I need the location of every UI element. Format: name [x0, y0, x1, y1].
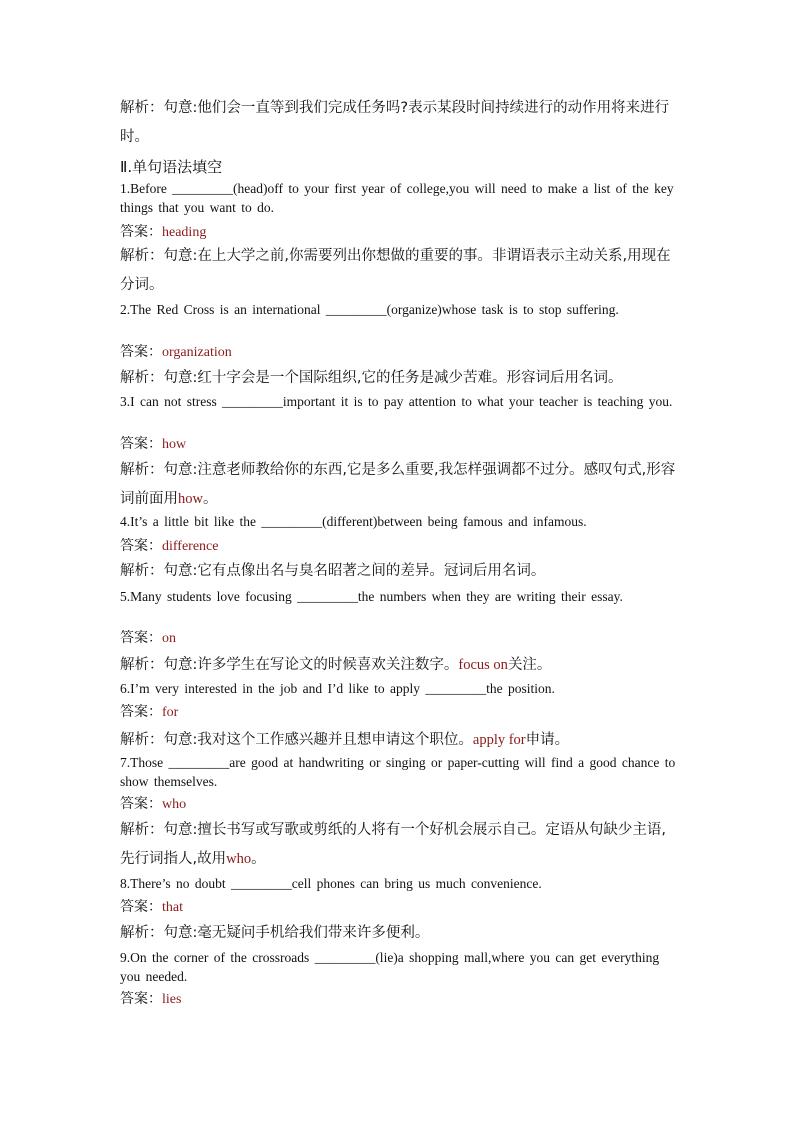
highlight-term: focus on — [458, 657, 508, 673]
question-3: 3.I can not stress _________important it is to pay attention to what your teacher is teaching you. — [120, 394, 673, 409]
analysis-4: 解析：句意:它有点像出名与臭名昭著之间的差异。冠词后用名词。 — [120, 563, 546, 579]
question-6: 6.I’m very interested in the job and I’d like to apply _________the position. — [120, 681, 555, 696]
answer-1 — [120, 221, 680, 241]
question-2: 2.The Red Cross is an international _________(organize)whose task is to stop suffering. — [120, 302, 619, 317]
answer-3 — [120, 433, 680, 453]
question-8: 8.There’s no doubt _________cell phones can bring us much convenience. — [120, 876, 542, 891]
answer-6 — [120, 701, 680, 721]
question-7: 7.Those _________are good at handwriting or singing or paper-cutting will find a good chance to show themselves. — [120, 755, 676, 789]
answer-label: 答案： — [120, 344, 162, 360]
intro-analysis: 解析：句意:他们会一直等到我们完成任务吗?表示某段时间持续进行的动作用将来进行时。 — [120, 100, 670, 145]
answer-value: on — [162, 631, 176, 646]
highlight-term: how — [178, 491, 203, 507]
answer-5 — [120, 627, 680, 647]
answer-4 — [120, 535, 680, 555]
answer-label: 答案： — [120, 630, 162, 646]
answer-value: heading — [162, 225, 207, 240]
answer-8 — [120, 896, 680, 916]
analysis-6: 解析：句意:我对这个工作感兴趣并且想申请这个职位。apply for申请。 — [120, 732, 570, 748]
question-1: 1.Before _________(head)off to your first year of college,you will need to make a list of the key things that you want to do. — [120, 181, 674, 215]
answer-value: that — [162, 900, 183, 915]
answer-label: 答案： — [120, 436, 162, 452]
answer-value: how — [162, 437, 187, 452]
analysis-1: 解析：句意:在上大学之前,你需要列出你想做的重要的事。非谓语表示主动关系,用现在分词。 — [120, 248, 671, 293]
answer-2 — [120, 341, 680, 361]
analysis-7: 解析：句意:擅长书写或写歌或剪纸的人将有一个好机会展示自己。定语从句缺少主语,先行词指人,故用who。 — [120, 822, 666, 867]
question-9: 9.On the corner of the crossroads _________(lie)a shopping mall,where you can get everything you needed. — [120, 950, 660, 984]
answer-7 — [120, 793, 680, 813]
answer-9 — [120, 988, 680, 1008]
answer-value: difference — [162, 539, 219, 554]
analysis-5: 解析：句意:许多学生在写论文的时候喜欢关注数字。focus on关注。 — [120, 657, 552, 673]
answer-label: 答案： — [120, 991, 162, 1007]
highlight-term: apply for — [472, 732, 526, 748]
highlight-term: who — [226, 851, 252, 867]
answer-label: 答案： — [120, 796, 162, 812]
question-5: 5.Many students love focusing _________the numbers when they are writing their essay. — [120, 589, 623, 604]
answer-label: 答案： — [120, 224, 162, 240]
answer-value: organization — [162, 345, 232, 360]
section-title: Ⅱ.单句语法填空 — [120, 158, 223, 176]
question-4: 4.It’s a little bit like the _________(different)between being famous and infamous. — [120, 514, 587, 529]
answer-value: lies — [162, 992, 182, 1007]
answer-value: for — [162, 705, 179, 720]
analysis-3: 解析：句意:注意老师教给你的东西,它是多么重要,我怎样强调都不过分。感叹句式,形容词前面用how。 — [120, 462, 676, 507]
answer-label: 答案： — [120, 899, 162, 915]
analysis-8: 解析：句意:毫无疑问手机给我们带来许多便利。 — [120, 925, 430, 941]
answer-label: 答案： — [120, 538, 162, 554]
answer-label: 答案： — [120, 704, 162, 720]
analysis-2: 解析：句意:红十字会是一个国际组织,它的任务是减少苦难。形容词后用名词。 — [120, 370, 623, 386]
answer-value: who — [162, 797, 187, 812]
